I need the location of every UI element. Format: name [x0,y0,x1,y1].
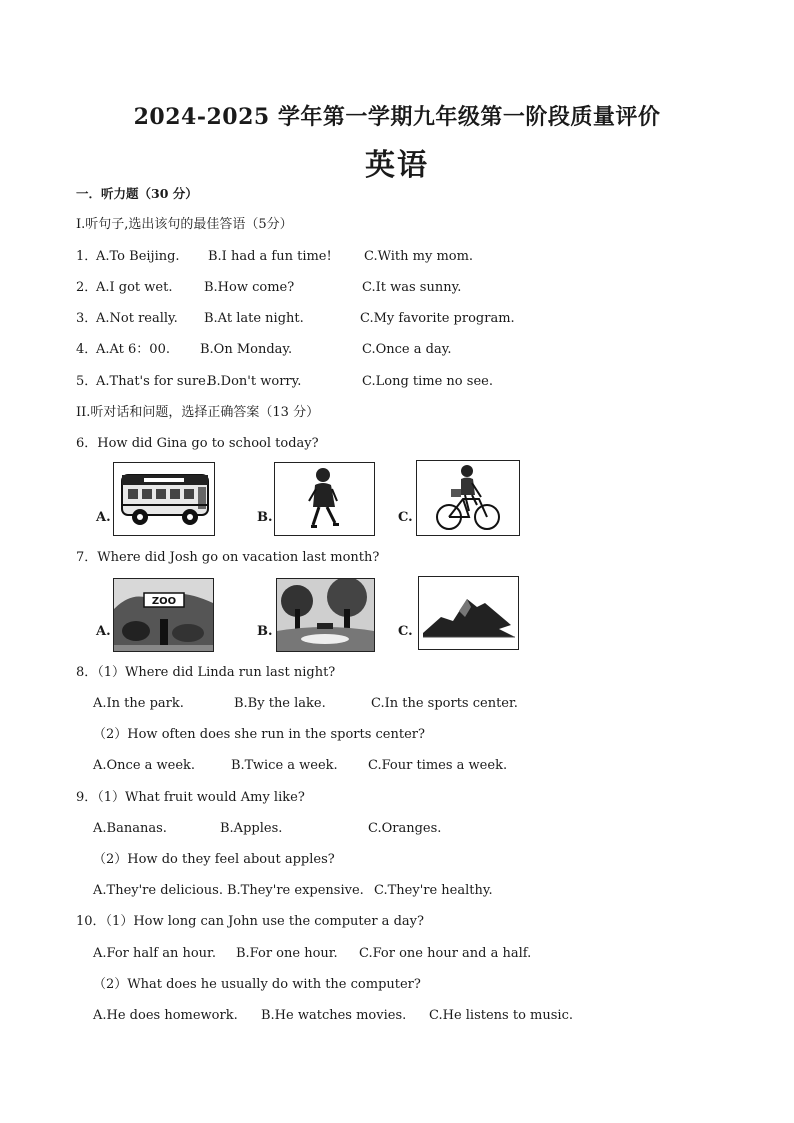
q10-1-option-b[interactable]: B.For one hour. [236,946,338,961]
question-10-part2: （2）What does he usually do with the computer? [93,977,421,992]
bus-image[interactable] [113,462,215,536]
bicycle-icon [417,461,519,535]
section2-title: II.听对话和问题，选择正确答案（13 分） [76,405,320,420]
walking-girl-image[interactable] [274,462,375,536]
question-number: 2． [76,280,98,295]
q8-1-option-c[interactable]: C.In the sports center. [371,696,518,711]
question-number: 4． [76,342,98,357]
q9-1-option-c[interactable]: C.Oranges. [368,821,442,836]
question-9-part2: （2）How do they feel about apples? [93,852,335,867]
option-b[interactable]: B.At late night. [204,311,304,326]
option-b[interactable]: B.On Monday. [200,342,293,357]
option-c[interactable]: C.It was sunny. [362,280,462,295]
q8-2-option-a[interactable]: A.Once a week. [93,758,196,773]
cycling-girl-image[interactable] [416,460,520,536]
exam-subject: 英语 [365,148,429,183]
option-a[interactable]: A.That's for sure. [96,374,210,389]
option-b[interactable]: B.How come? [204,280,295,295]
part1-heading: 一．听力题（30 分） [76,186,198,201]
q8-2-option-c[interactable]: C.Four times a week. [368,758,508,773]
question-number: 3． [76,311,98,326]
q9-1-option-a[interactable]: A.Bananas. [93,821,167,836]
park-image[interactable] [276,578,375,652]
q9-2-option-b[interactable]: B.They're expensive. [227,883,364,898]
picture-label-b: B. [257,624,273,639]
option-b[interactable]: B.I had a fun time! [208,249,332,264]
question-number: 5． [76,374,98,389]
question-number: 1． [76,249,98,264]
option-c[interactable]: C.Once a day. [362,342,452,357]
q10-1-option-c[interactable]: C.For one hour and a half. [359,946,532,961]
q10-2-option-a[interactable]: A.He does homework. [93,1008,238,1023]
option-a[interactable]: A.Not really. [96,311,178,326]
option-a[interactable]: A.To Beijing. [96,249,180,264]
question-8-part2: （2）How often does she run in the sports center? [93,727,425,742]
option-c[interactable]: C.Long time no see. [362,374,493,389]
option-a[interactable]: A.At 6：00. [96,342,170,357]
picture-label-a: A. [96,510,111,525]
zoo-image[interactable] [113,578,214,652]
question-8-part1: 8．（1）Where did Linda run last night? [76,665,336,680]
option-a[interactable]: A.I got wet. [96,280,173,295]
option-b[interactable]: B.Don't worry. [207,374,302,389]
bus-icon [114,463,214,535]
q10-2-option-c[interactable]: C.He listens to music. [429,1008,573,1023]
question-6-text: 6．How did Gina go to school today? [76,436,319,451]
q10-1-option-a[interactable]: A.For half an hour. [93,946,216,961]
mountain-icon [419,577,518,649]
picture-label-c: C. [398,624,413,639]
q8-2-option-b[interactable]: B.Twice a week. [231,758,338,773]
picture-label-b: B. [257,510,273,525]
zoo-icon [114,579,213,651]
option-c[interactable]: C.With my mom. [364,249,474,264]
walking-girl-icon [275,463,374,535]
picture-label-c: C. [398,510,413,525]
q8-1-option-a[interactable]: A.In the park. [93,696,184,711]
question-7-text: 7．Where did Josh go on vacation last month? [76,550,380,565]
question-6-pictures [0,460,794,540]
q9-2-option-c[interactable]: C.They're healthy. [374,883,493,898]
q9-1-option-b[interactable]: B.Apples. [220,821,283,836]
zoo-sign: ZOO [151,596,177,607]
question-9-part1: 9．（1）What fruit would Amy like? [76,790,305,805]
park-icon [277,579,374,651]
exam-title: 2024-2025 学年第一学期九年级第一阶段质量评价 [133,104,661,130]
picture-label-a: A. [96,624,111,639]
mountain-image[interactable] [418,576,519,650]
question-7-pictures [0,576,794,656]
section1-title: I.听句子,选出该句的最佳答语（5分） [76,217,293,232]
question-10-part1: 10．（1）How long can John use the computer a day? [76,914,424,929]
option-c[interactable]: C.My favorite program. [360,311,515,326]
q8-1-option-b[interactable]: B.By the lake. [234,696,326,711]
q9-2-option-a[interactable]: A.They're delicious. [93,883,223,898]
q10-2-option-b[interactable]: B.He watches movies. [261,1008,407,1023]
